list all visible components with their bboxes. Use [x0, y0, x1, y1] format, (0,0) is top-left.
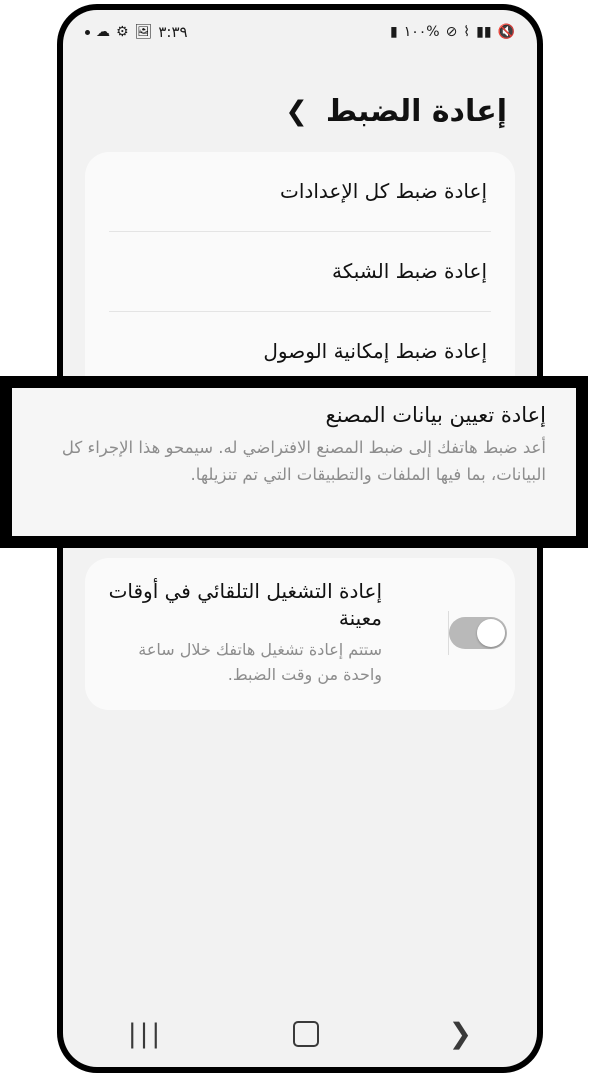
- status-left-group: [390, 24, 515, 40]
- highlight-callout-band: [0, 376, 588, 548]
- wifi-icon: ⌇: [463, 24, 471, 40]
- list-item-title: إعادة ضبط إمكانية الوصول: [263, 339, 487, 363]
- signal-icon: ▮▮: [476, 24, 492, 40]
- home-button[interactable]: [293, 1021, 319, 1047]
- recents-button[interactable]: |||: [127, 1019, 164, 1049]
- back-button[interactable]: ❯: [448, 1017, 473, 1050]
- list-item-title: إعادة ضبط الشبكة: [332, 259, 487, 283]
- auto-restart-card[interactable]: [85, 558, 515, 710]
- auto-restart-toggle-wrap[interactable]: [410, 611, 515, 655]
- toggle-knob: [477, 619, 505, 647]
- status-right-group: [85, 23, 188, 41]
- auto-restart-description: ستتم إعادة تشغيل هاتفك خلال ساعة واحدة من وقت الضبط.: [138, 640, 382, 684]
- page-title: إعادة الضبط: [325, 93, 507, 129]
- factory-reset-description: أعد ضبط هاتفك إلى ضبط المصنع الافتراضي له. سيمحو هذا الإجراء كل البيانات، بما فيها الملفات والتطبيقات التي تم تنزيلها.: [61, 438, 546, 484]
- list-item-reset-network[interactable]: [85, 232, 515, 311]
- auto-restart-title: إعادة التشغيل التلقائي في أوقات معينة: [108, 579, 382, 630]
- battery-icon: ▮: [389, 24, 398, 40]
- cloud-icon: ☁: [96, 24, 110, 40]
- app-header: [63, 72, 537, 150]
- do-not-disturb-icon: ⊘: [445, 24, 458, 40]
- status-clock: ٣:٣٩: [158, 23, 188, 41]
- system-nav-bar: [63, 1001, 537, 1067]
- auto-restart-toggle[interactable]: [449, 617, 507, 649]
- factory-reset-item[interactable]: [12, 388, 576, 536]
- status-bar: [63, 10, 537, 54]
- list-item-reset-all-settings[interactable]: [85, 152, 515, 231]
- gear-icon: ⚙: [116, 24, 129, 40]
- image-icon: 🖼: [134, 24, 153, 40]
- auto-restart-texts: [85, 578, 410, 688]
- dot-indicator-icon: [85, 30, 90, 35]
- battery-percentage: ١٠٠%: [403, 24, 440, 40]
- chevron-right-icon[interactable]: ❯: [285, 95, 308, 127]
- factory-reset-title: إعادة تعيين بيانات المصنع: [325, 403, 546, 427]
- list-item-title: إعادة ضبط كل الإعدادات: [280, 179, 487, 203]
- mute-icon: 🔇: [497, 24, 515, 40]
